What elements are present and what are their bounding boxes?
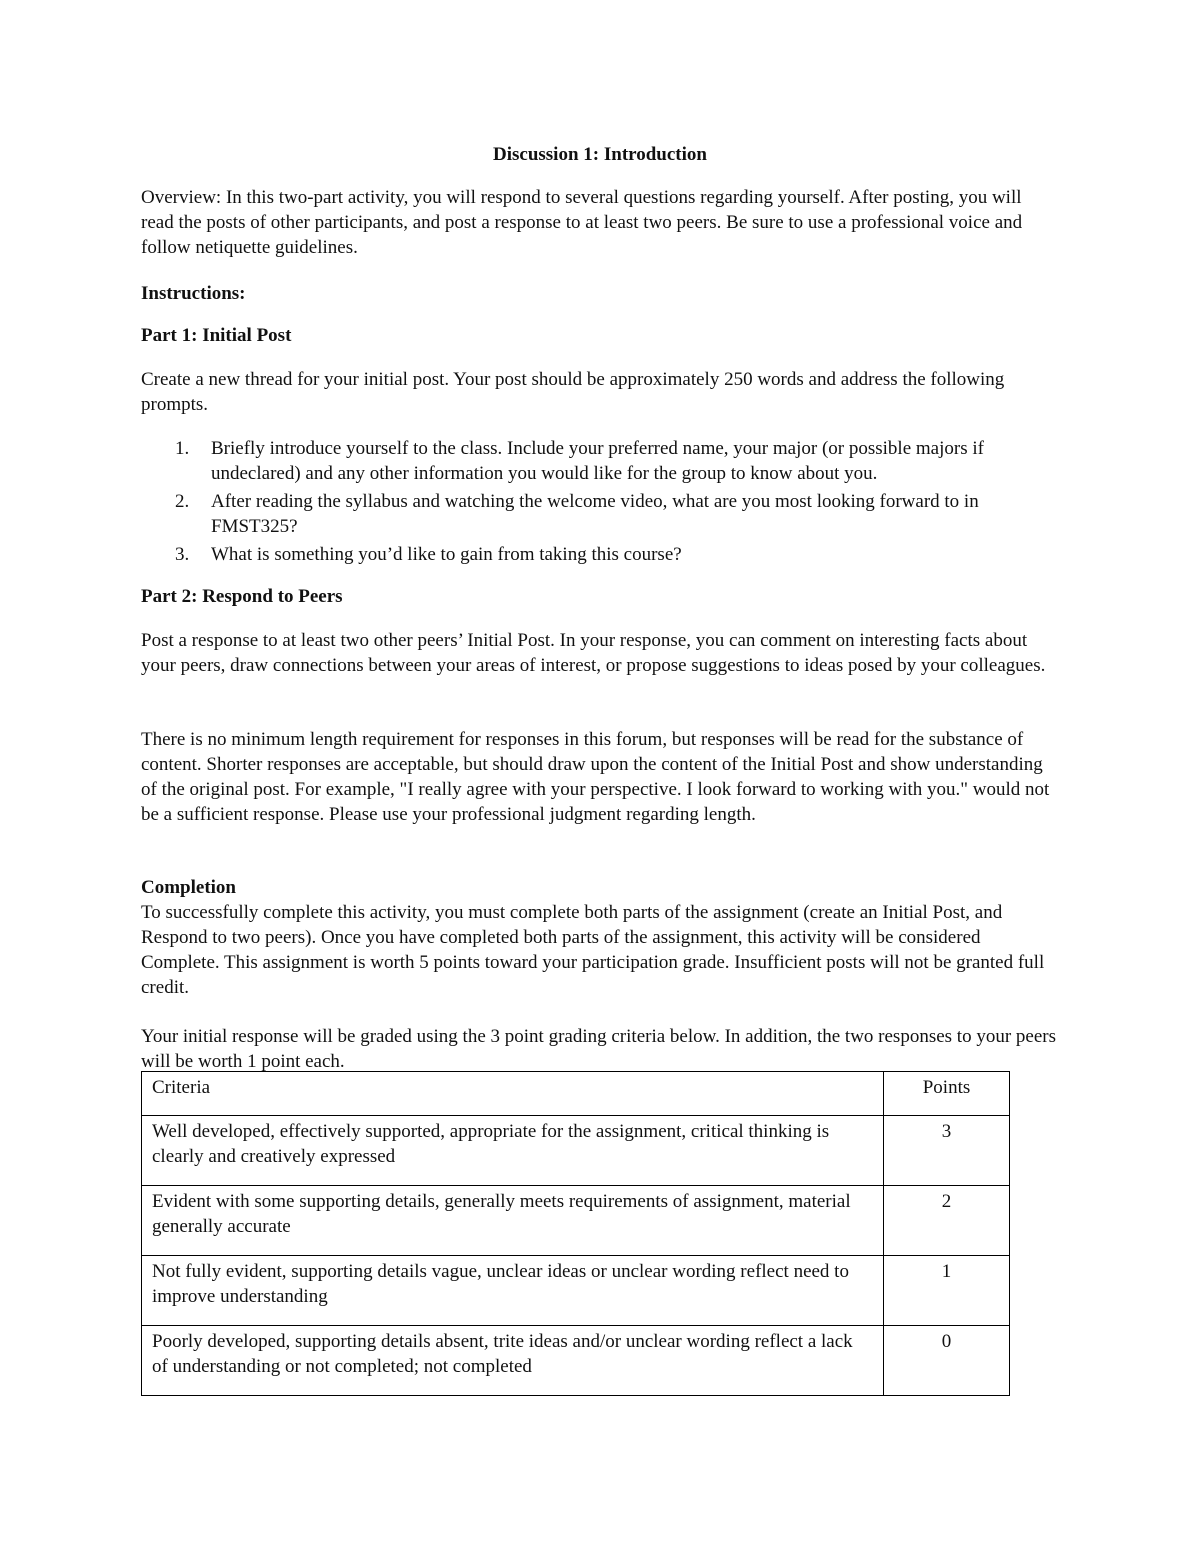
prompt-number: 3. [175,544,190,565]
points-cell: 2 [884,1186,1010,1256]
criteria-cell: Poorly developed, supporting details absent, trite ideas and/or unclear wording reflect a lack of understanding or not completed; not completed [142,1326,884,1396]
table-header-row [142,1072,1010,1116]
part2-heading: Part 2: Respond to Peers [141,586,343,607]
completion-heading: Completion [141,877,236,898]
prompt-number: 1. [175,438,190,459]
document-title: Discussion 1: Introduction [493,144,707,165]
prompt-item [141,489,1056,539]
instructions-heading: Instructions: [141,283,246,304]
prompt-text: What is something you’d like to gain from taking this course? [211,544,682,565]
prompt-item [141,436,1056,486]
table-row [142,1256,1010,1326]
prompt-item [141,542,1056,567]
prompt-text: After reading the syllabus and watching the welcome video, what are you most looking forward to in FMST325? [211,491,979,537]
prompt-text: Briefly introduce yourself to the class. Include your preferred name, your major (or possible majors if undeclared) and any other information you would like for the group to know about you. [211,438,984,484]
criteria-cell: Not fully evident, supporting details vague, unclear ideas or unclear wording reflect need to improve understanding [142,1256,884,1326]
points-cell: 1 [884,1256,1010,1326]
points-cell: 3 [884,1116,1010,1186]
criteria-column-header: Criteria [142,1072,884,1116]
part2-paragraph-2: There is no minimum length requirement for responses in this forum, but responses will be read for the substance of content. Shorter responses are acceptable, but should draw upon the content of the Initial Post and show understanding of the original post. For example, "I really agree with your perspective. I look forward to working with you." would not be a sufficient response. Please use your professional judgment regarding length. [141,729,1050,825]
table-row [142,1186,1010,1256]
prompt-list [141,436,1056,570]
part1-heading: Part 1: Initial Post [141,325,292,346]
part2-paragraph-1: Post a response to at least two other peers’ Initial Post. In your response, you can comment on interesting facts about your peers, draw connections between your areas of interest, or propose suggestions to ideas posed by your colleagues. [141,630,1046,676]
points-cell: 0 [884,1326,1010,1396]
part1-intro: Create a new thread for your initial post. Your post should be approximately 250 words and address the following prompts. [141,369,1005,415]
table-row [142,1326,1010,1396]
criteria-cell: Well developed, effectively supported, appropriate for the assignment, critical thinking is clearly and creatively expressed [142,1116,884,1186]
grading-table [141,1071,1010,1396]
completion-paragraph: To successfully complete this activity, you must complete both parts of the assignment (create an Initial Post, and Respond to two peers). Once you have completed both parts of the assignment, this activity will be considered Complete. This assignment is worth 5 points toward your participation grade. Insufficient posts will not be granted full credit. [141,902,1045,998]
points-column-header: Points [884,1072,1010,1116]
overview-paragraph: Overview: In this two-part activity, you will respond to several questions regarding yourself. After posting, you will read the posts of other participants, and post a response to at least two peers. Be sure to use a professional voice and follow netiquette guidelines. [141,187,1023,258]
criteria-cell: Evident with some supporting details, generally meets requirements of assignment, material generally accurate [142,1186,884,1256]
table-row [142,1116,1010,1186]
grading-note: Your initial response will be graded using the 3 point grading criteria below. In addition, the two responses to your peers will be worth 1 point each. [141,1026,1056,1072]
prompt-number: 2. [175,491,190,512]
